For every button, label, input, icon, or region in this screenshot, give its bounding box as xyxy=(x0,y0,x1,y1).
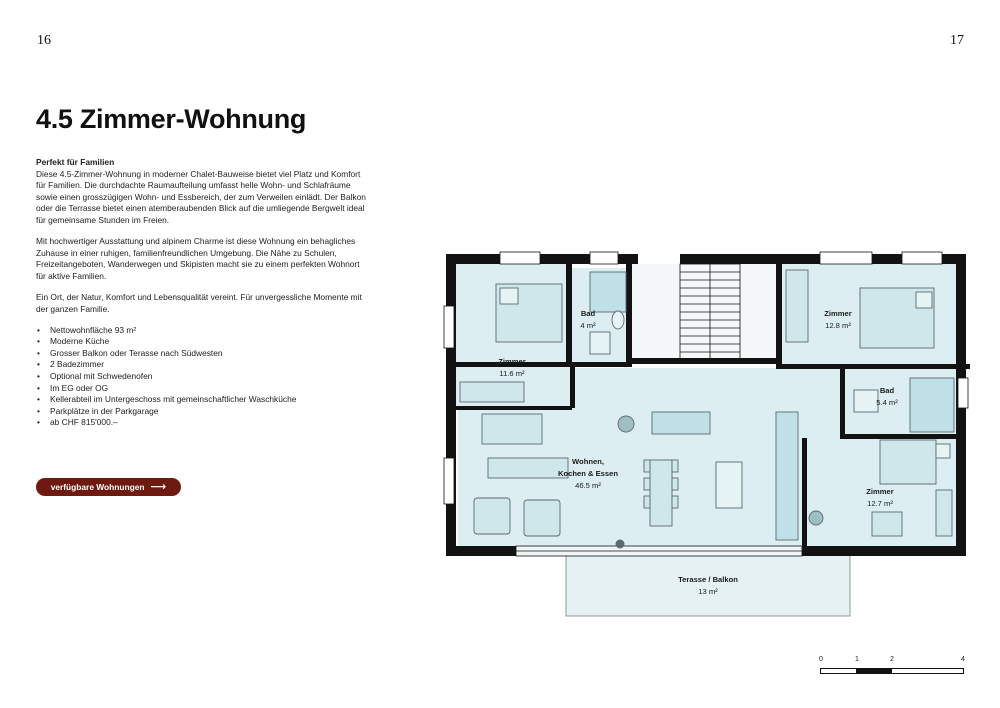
label-room-se: Zimmer xyxy=(866,487,894,496)
feature-item: • Kellerabteil im Untergeschoss mit gemeinschaftlicher Waschküche xyxy=(36,394,366,406)
arrow-right-icon: ⟶ xyxy=(150,480,167,493)
cta-label: verfügbare Wohnungen xyxy=(50,482,145,492)
description-column xyxy=(36,157,366,429)
scale-ticks xyxy=(818,656,966,665)
scale-bar xyxy=(818,656,966,678)
label-bath-2: Bad xyxy=(879,386,895,395)
feature-list xyxy=(36,325,366,429)
area-terrace: 13 m² xyxy=(698,587,718,596)
label-living-2: Kochen & Essen xyxy=(558,469,618,478)
feature-item: • Im EG oder OG xyxy=(36,383,366,395)
scale-tick-4: 4 xyxy=(961,656,965,663)
label-room-nw: Zimmer xyxy=(498,357,526,366)
scale-tick-2: 2 xyxy=(890,656,894,663)
intro-paragraph-1: Diese 4.5-Zimmer-Wohnung in moderner Chalet-Bauweise bietet viel Platz und Komfort für Familien. Die durchdachte Raumaufteilung umfasst helle Wohn- und Schlafräume sowie einen grosszügigen Wohn- und Essbereich, der zum Verweilen einlädt. Der Balkon oder die Terrasse bietet einen atemberaubenden Blick auf die umliegende Bergwelt ideal für gemeinsame Stunden im Freien. xyxy=(36,168,366,225)
page-title: 4.5 Zimmer-Wohnung xyxy=(36,104,307,134)
floor-plan xyxy=(440,250,970,620)
label-living: Wohnen, xyxy=(572,457,604,466)
available-apartments-button[interactable] xyxy=(36,478,181,496)
scale-tick-0: 0 xyxy=(819,656,823,663)
area-room-nw: 11.6 m² xyxy=(499,369,525,378)
area-room-ne: 12.8 m² xyxy=(825,321,851,330)
label-terrace: Terasse / Balkon xyxy=(678,575,738,584)
label-bath-1: Bad xyxy=(580,309,596,318)
intro-paragraph-2: Mit hochwertiger Ausstattung und alpinem Charme ist diese Wohnung ein behagliches Zuhause in einer ruhigen, familienfreundlichen Umgebung. Die Nähe zu Schulen, Freizeitangeboten, Wanderwegen und Skipisten macht sie zu einem perfekten Wohnort für aktive Familien. xyxy=(36,236,360,281)
floor-corridor xyxy=(632,264,776,362)
label-room-ne: Zimmer xyxy=(824,309,852,318)
area-living: 46.5 m² xyxy=(575,481,601,490)
feature-item: • Nettowohnfläche 93 m² xyxy=(36,325,366,337)
feature-item: • 2 Badezimmer xyxy=(36,359,366,371)
area-bath-2: 5.4 m² xyxy=(876,398,898,407)
area-bath-1: 4 m² xyxy=(580,321,596,330)
feature-item: • Optional mit Schwedenofen xyxy=(36,371,366,383)
feature-item: • ab CHF 815'000.– xyxy=(36,417,366,429)
intro-paragraph-3: Ein Ort, der Natur, Komfort und Lebensqualität vereint. Für unvergessliche Momente mit der ganzen Familie. xyxy=(36,291,362,314)
feature-item: • Grosser Balkon oder Terasse nach Südwesten xyxy=(36,348,366,360)
lead-heading: Perfekt für Familien xyxy=(36,157,115,167)
floor-plan-drawing xyxy=(440,250,970,620)
scale-tick-1: 1 xyxy=(855,656,859,663)
scale-segment xyxy=(856,669,892,673)
area-room-se: 12.7 m² xyxy=(867,499,893,508)
feature-item: • Parkplätze in der Parkgarage xyxy=(36,406,366,418)
page-number-right: 17 xyxy=(950,33,964,48)
feature-item: • Moderne Küche xyxy=(36,336,366,348)
page-number-left: 16 xyxy=(37,33,51,48)
scale-bar-graphic xyxy=(820,668,964,674)
